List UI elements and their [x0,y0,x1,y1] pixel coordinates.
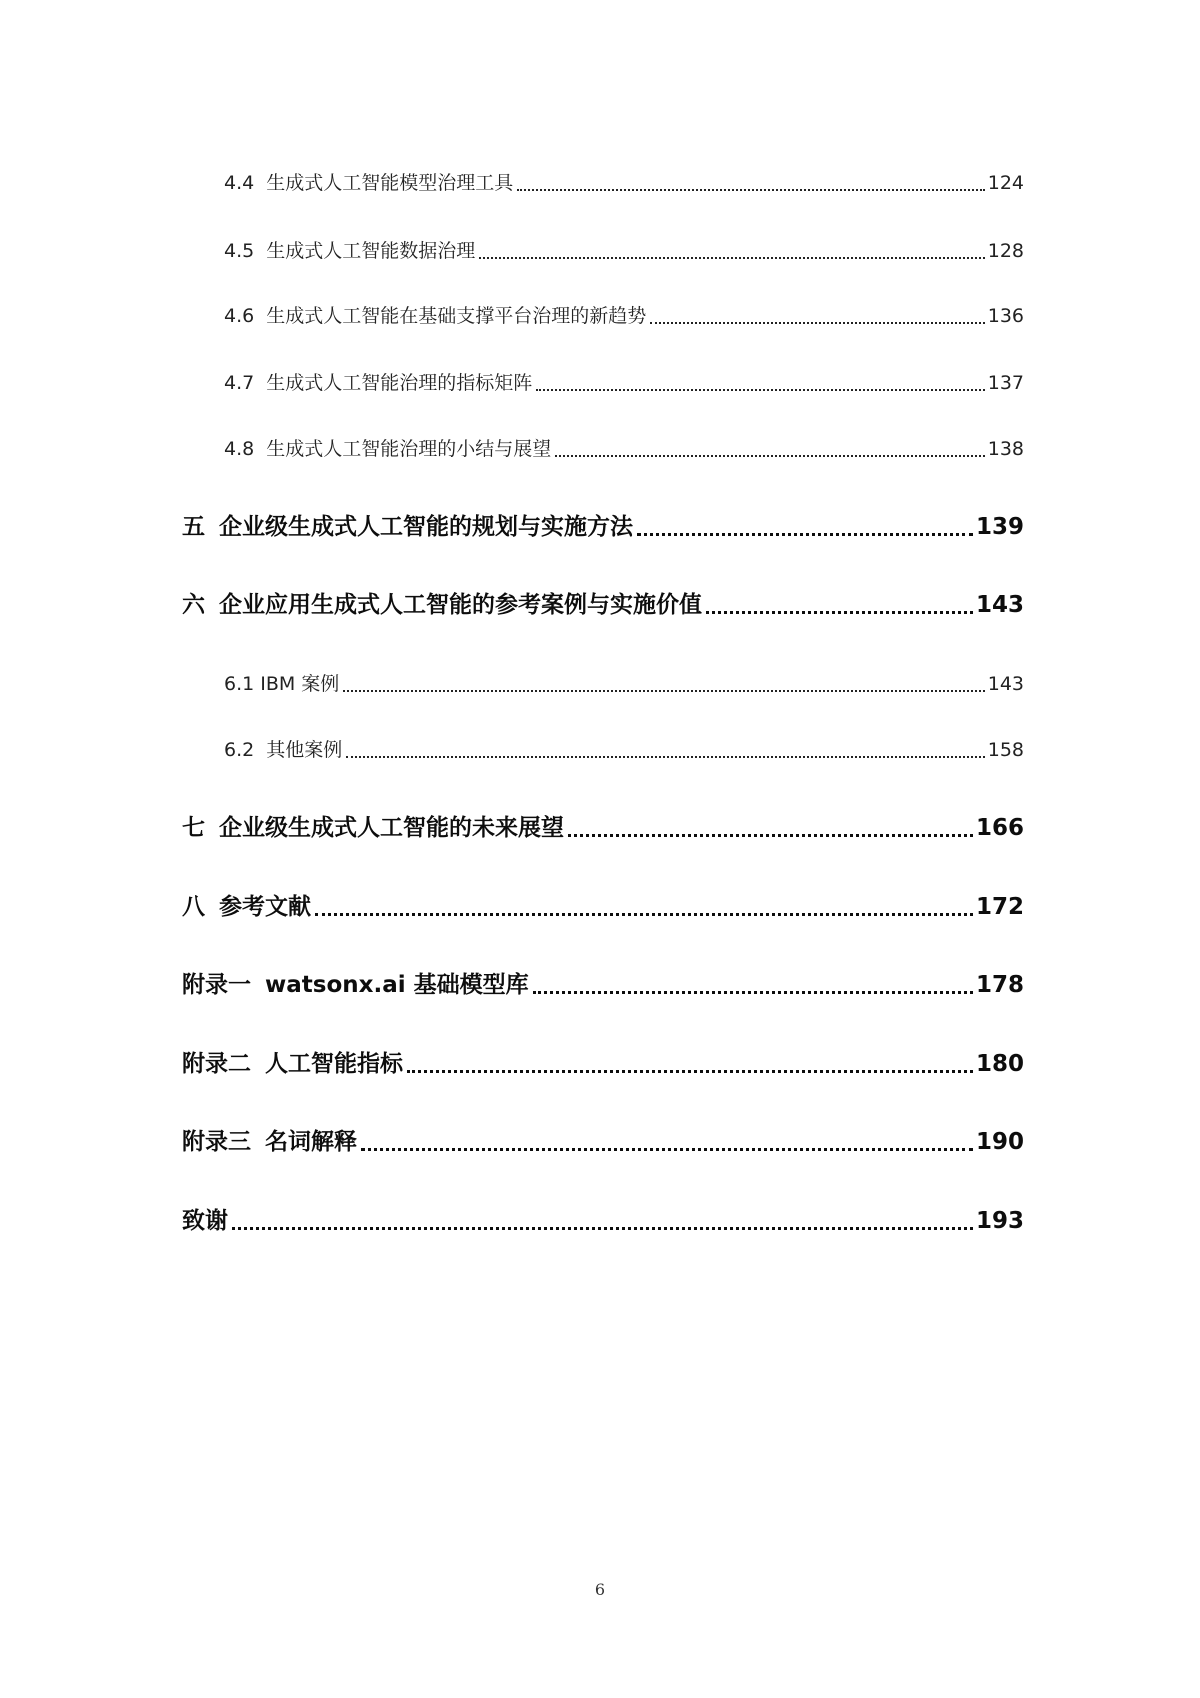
toc-entry-title: 致谢 [182,1208,228,1234]
toc-entry-title: 其他案例 [266,739,343,761]
toc-entry-4-7[interactable] [224,368,1024,395]
toc-entry-title: watsonx.ai 基础模型库 [265,972,529,998]
toc-entry-title: IBM 案例 [260,673,340,695]
dot-leader [637,508,973,541]
toc-entry-page: 124 [987,172,1024,194]
toc-entry-page: 190 [975,1129,1024,1155]
toc-entry-number: 6.1 [224,673,255,695]
page-number: 6 [594,1580,606,1599]
dot-leader [315,888,973,921]
toc-entry-number: 4.5 [224,240,255,262]
toc-entry-page: 139 [975,514,1024,540]
dot-leader [536,368,985,395]
toc-entry-page: 143 [975,592,1024,618]
toc-entry-chapter-5[interactable] [182,508,1024,541]
toc-entry-number: 4.8 [224,438,255,460]
toc-entry-number: 4.6 [224,305,255,327]
toc-entry-number: 4.7 [224,372,255,394]
toc-entry-title: 企业级生成式人工智能的规划与实施方法 [219,514,633,540]
dot-leader [555,434,985,461]
toc-entry-appendix-3[interactable] [182,1123,1024,1156]
toc-entry-page: 143 [987,673,1024,695]
toc-entry-number: 六 [182,592,205,618]
toc-entry-title: 生成式人工智能模型治理工具 [266,172,514,194]
dot-leader [650,301,985,328]
toc-entry-page: 193 [975,1208,1024,1234]
dot-leader [232,1202,973,1235]
toc-entry-4-6[interactable] [224,301,1024,328]
toc-entry-appendix-1[interactable] [182,966,1024,999]
dot-leader [533,966,973,999]
toc-entry-page: 180 [975,1051,1024,1077]
toc-entry-page: 128 [987,240,1024,262]
toc-entry-page: 178 [975,972,1024,998]
toc-entry-acknowledgements[interactable] [182,1202,1024,1235]
toc-entry-4-5[interactable] [224,236,1024,263]
toc-entry-4-4[interactable] [224,168,1024,195]
toc-entry-title: 人工智能指标 [265,1051,403,1077]
toc-entry-number: 附录二 [182,1051,251,1077]
toc-entry-page: 137 [987,372,1024,394]
toc-entry-title: 生成式人工智能在基础支撑平台治理的新趋势 [266,305,647,327]
dot-leader [346,735,985,762]
dot-leader [343,669,984,696]
toc-entry-appendix-2[interactable] [182,1045,1024,1078]
dot-leader [407,1045,973,1078]
toc-entry-number: 七 [182,815,205,841]
toc-entry-6-1[interactable] [224,669,1024,696]
toc-entry-4-8[interactable] [224,434,1024,461]
dot-leader [479,236,985,263]
toc-entry-title: 名词解释 [265,1129,357,1155]
toc-entry-title: 企业应用生成式人工智能的参考案例与实施价值 [219,592,702,618]
toc-entry-number: 4.4 [224,172,255,194]
dot-leader [706,586,973,619]
toc-entry-page: 158 [987,739,1024,761]
toc-entry-chapter-6[interactable] [182,586,1024,619]
dot-leader [568,809,973,842]
toc-entry-number: 附录三 [182,1129,251,1155]
toc-entry-page: 136 [987,305,1024,327]
toc-entry-title: 生成式人工智能数据治理 [266,240,476,262]
toc-entry-chapter-8[interactable] [182,888,1024,921]
dot-leader [361,1123,973,1156]
toc-entry-number: 6.2 [224,739,255,761]
toc-entry-number: 五 [182,514,205,540]
toc-entry-page: 166 [975,815,1024,841]
toc-entry-page: 138 [987,438,1024,460]
toc-entry-number: 八 [182,894,205,920]
toc-entry-title: 生成式人工智能治理的指标矩阵 [266,372,533,394]
toc-entry-number: 附录一 [182,972,251,998]
toc-entry-title: 参考文献 [219,894,311,920]
toc-entry-6-2[interactable] [224,735,1024,762]
dot-leader [517,168,985,195]
toc-entry-page: 172 [975,894,1024,920]
toc-entry-title: 企业级生成式人工智能的未来展望 [219,815,564,841]
toc-entry-title: 生成式人工智能治理的小结与展望 [266,438,552,460]
toc-entry-chapter-7[interactable] [182,809,1024,842]
